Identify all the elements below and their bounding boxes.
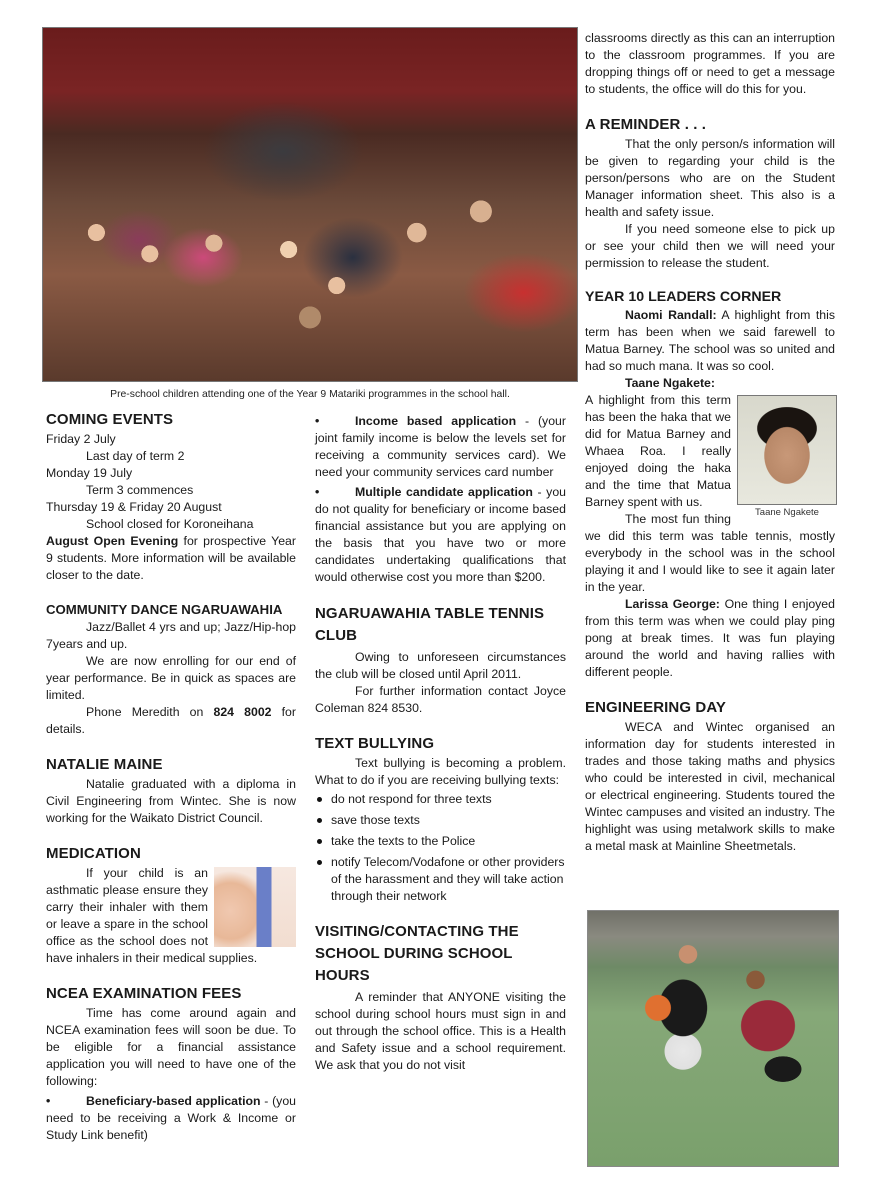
ncea-option-income [315, 413, 566, 481]
inhaler-photo [214, 867, 296, 947]
visiting-heading: VISITING/CONTACTING THE SCHOOL DURING SCHOOL HOURS [315, 923, 519, 984]
bullet-icon: • [315, 485, 320, 499]
visiting-text-continued: classrooms directly as this can an interruption to the classroom programmes. If you are dropping things off or need to get a message to students, the office will do this for you. [585, 31, 835, 96]
community-dance-heading: COMMUNITY DANCE NGARUAWAHIA [46, 602, 283, 617]
dance-contact-text [46, 704, 296, 738]
leaders-corner-heading: YEAR 10 LEADERS CORNER [585, 289, 782, 305]
leader-entry-taane [585, 375, 835, 392]
leader-entry-larissa [585, 596, 835, 681]
column-left [46, 410, 296, 1144]
leader-text: One thing I enjoyed from this term was when we could play ping pong at break times. It was fun playing around the world and having rallies with different people. [585, 597, 835, 679]
reminder-heading: A REMINDER . . . [585, 116, 707, 133]
reminder-info-text: That the only person/s information will be given to regarding your child is the person/persons who are on the Student Manager information sheet. This also is a health and safety issue. [585, 137, 835, 219]
ncea-option-text: - (you need to be receiving a Work & Income or Study Link benefit) [46, 1094, 296, 1142]
event-detail: Last day of term 2 [86, 449, 185, 463]
taane-ngakete-portrait [737, 395, 837, 505]
text-bullying-heading: TEXT BULLYING [315, 735, 435, 752]
event-detail: Term 3 commences [86, 483, 194, 497]
natalie-maine-section [46, 755, 296, 827]
open-evening-text: for prospective Year 9 students. More information will be available closer to the date. [46, 534, 296, 582]
column-right [585, 30, 835, 855]
table-tennis-section [315, 603, 566, 717]
table-tennis-heading: NGARUAWAHIA TABLE TENNIS CLUB [315, 605, 545, 644]
dance-enrolling-text: We are now enrolling for our end of year performance. Be in quick as spaces are limited. [46, 654, 296, 702]
leader-name: Larissa George: [625, 597, 720, 611]
list-item: notify Telecom/Vodafone or other providers of the harassment and they will take action through their network [315, 854, 566, 905]
leaders-corner-section [585, 289, 835, 681]
ncea-fees-section [46, 984, 296, 1144]
event-detail: School closed for Koroneihana [86, 517, 254, 531]
engineering-day-text: WECA and Wintec organised an information day for students interested in trades and those taking maths and physics who could be interested in civil, mechanical or electrical engineering. Students toured the Wintec campuses and visited an industry. The highlight was using metalwork skills to make a metal mask at Mainline Sheetmetals. [585, 720, 835, 853]
ncea-option-label: Beneficiary-based application [86, 1094, 261, 1108]
school-hall-photo [42, 27, 578, 382]
ncea-option-text: - you do not quality for beneficiary or income based financial assistance but you are applying on the basis that you have two or more candidates undertaking qualifications that would otherwise cost you more than $200. [315, 485, 566, 584]
leader-name: Taane Ngakete: [625, 376, 715, 390]
ncea-option-beneficiary [46, 1093, 296, 1144]
dance-contact-prefix: Phone Meredith on [86, 705, 214, 719]
text-bullying-steps [315, 791, 566, 905]
dance-contact-suffix: for details. [46, 705, 296, 736]
reminder-section [585, 115, 835, 272]
visiting-text: A reminder that ANYONE visiting the school during school hours must sign in and out through the school office. This is a Health and Safety issue and a school requirement. We ask that you do not visit [315, 990, 566, 1072]
reminder-permission-text: If you need someone else to pick up or see your child then we will need your permission to release the student. [585, 222, 835, 270]
coming-events-section [46, 410, 296, 584]
event-date: Thursday 19 & Friday 20 August [46, 500, 222, 514]
list-item: take the texts to the Police [315, 833, 566, 850]
bullet-icon: • [46, 1094, 51, 1108]
ncea-option-label: Multiple candidate application [355, 485, 533, 499]
medication-heading: MEDICATION [46, 845, 141, 862]
leader-name: Naomi Randall: [625, 308, 717, 322]
leader-text: A highlight from this term has been when we said farewell to Matua Barney. The school was so united and had so much mana. It was so cool. [585, 308, 835, 373]
ncea-fees-heading: NCEA EXAMINATION FEES [46, 985, 242, 1002]
engineering-day-heading: ENGINEERING DAY [585, 699, 726, 716]
table-tennis-closure-text: Owing to unforeseen circumstances the club will be closed until April 2011. [315, 650, 566, 681]
leader-text-continued: The most fun thing we did this term was table tennis, mostly everybody in the school was in the school playing it and I would like to see it again later in the year. [585, 512, 835, 594]
coming-events-heading: COMING EVENTS [46, 411, 174, 428]
table-tennis-contact-text: For further information contact Joyce Coleman 824 8530. [315, 684, 566, 715]
dance-classes-text: Jazz/Ballet 4 yrs and up; Jazz/Hip-hop 7years and up. [46, 620, 296, 651]
engineering-day-section [585, 698, 835, 855]
event-date: Friday 2 July [46, 432, 116, 446]
natalie-maine-text: Natalie graduated with a diploma in Civil Engineering from Wintec. She is now working for the Waikato District Council. [46, 777, 296, 825]
flag-football-photo [587, 910, 839, 1167]
community-dance-section [46, 601, 296, 738]
open-evening-label: August Open Evening [46, 534, 179, 548]
hall-photo-caption: Pre-school children attending one of the Year 9 Matariki programmes in the school hall. [110, 389, 510, 400]
text-bullying-section [315, 734, 566, 905]
list-item: save those texts [315, 812, 566, 829]
list-item: do not respond for three texts [315, 791, 566, 808]
leader-entry-naomi [585, 307, 835, 375]
bullet-icon: • [315, 414, 320, 428]
text-bullying-intro: Text bullying is becoming a problem. What to do if you are receiving bullying texts: [315, 756, 566, 787]
dance-phone-number: 824 8002 [213, 705, 272, 719]
children-group-image [43, 169, 577, 381]
leader-text: A highlight from this term has been the haka that we did for Matua Barney and Whaea Roa. I really enjoyed doing the haka and the time that Matua Barney spent with us. [585, 393, 731, 509]
event-date: Monday 19 July [46, 466, 133, 480]
open-evening-notice [46, 533, 296, 584]
portrait-caption: Taane Ngakete [755, 507, 819, 518]
column-middle [315, 410, 566, 1074]
natalie-maine-heading: NATALIE MAINE [46, 756, 163, 773]
medication-section [46, 844, 296, 967]
visiting-section [315, 921, 566, 1074]
ncea-intro-text: Time has come around again and NCEA examination fees will soon be due. To be eligible for a financial assistance application you will need to have one of the following: [46, 1006, 296, 1088]
medication-text: If your child is an asthmatic please ensure they carry their inhaler with them or leave a spare in the school office as the school does not have inhalers in their medical supplies. [46, 866, 258, 965]
ncea-option-text: - (your joint family income is below the levels set for receiving a community services card). We need your community services card number [315, 414, 566, 479]
ncea-option-multiple [315, 484, 566, 586]
ncea-option-label: Income based application [355, 414, 517, 428]
